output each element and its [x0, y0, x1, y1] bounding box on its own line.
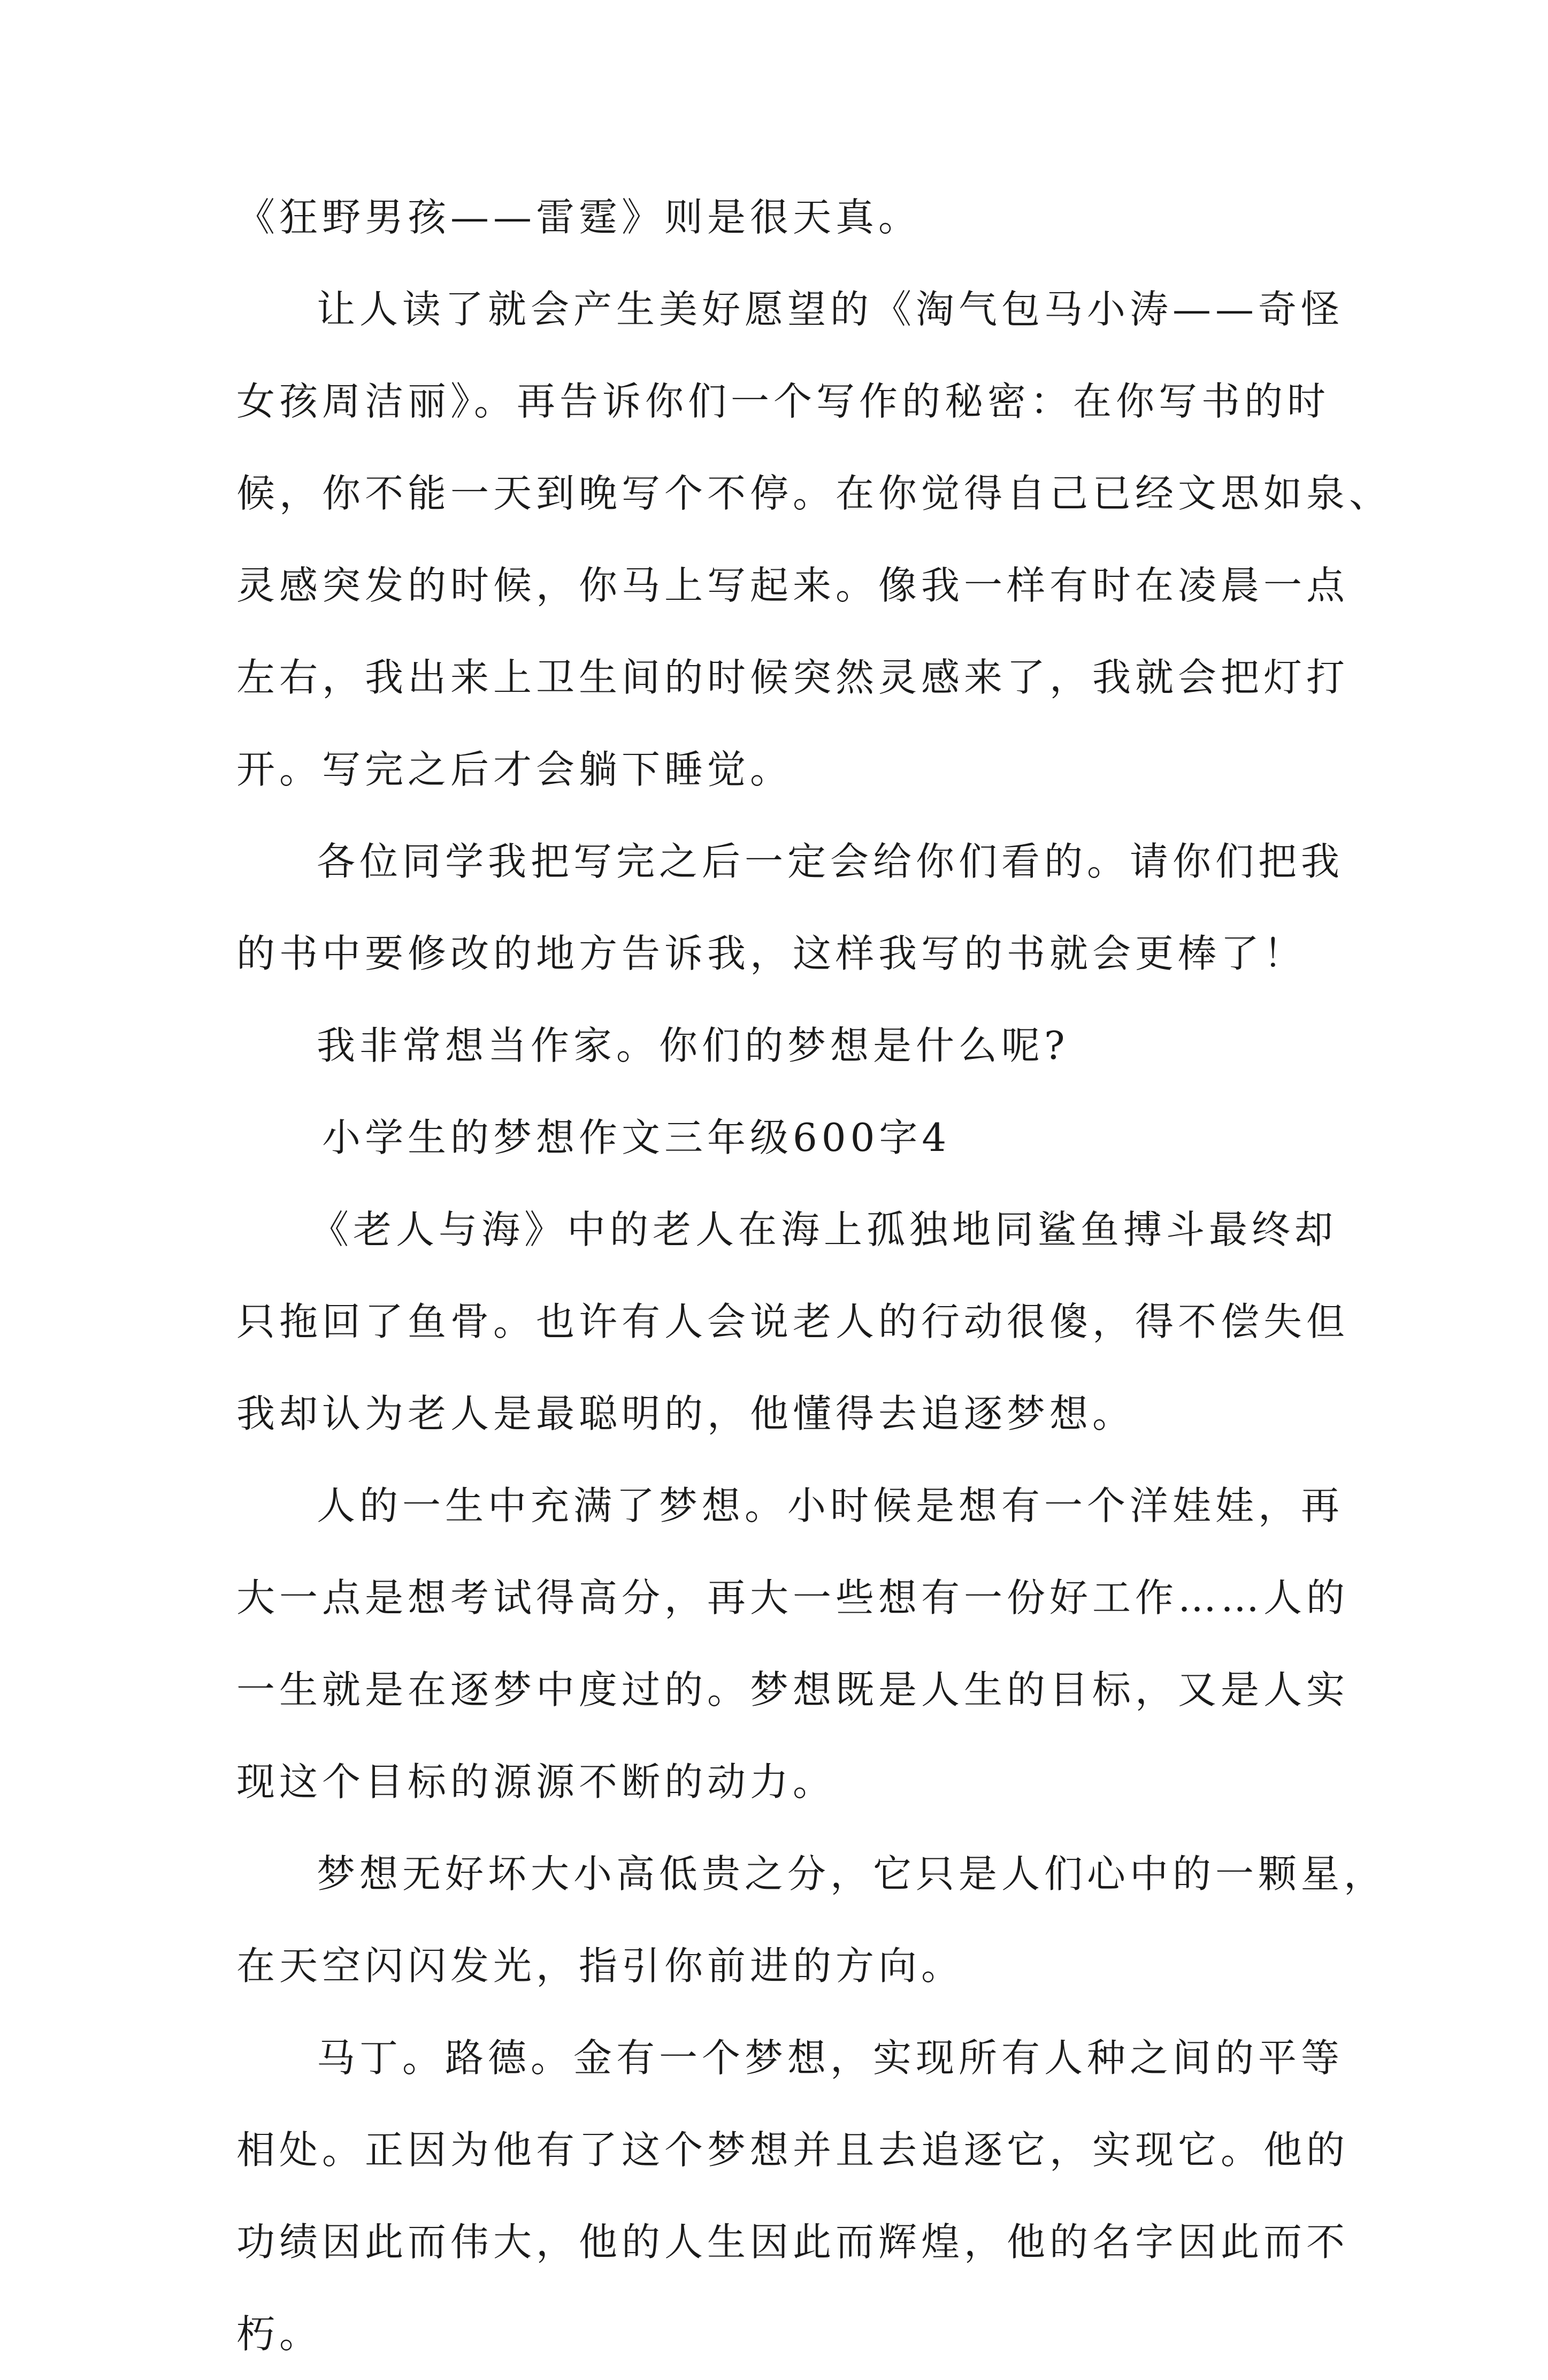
text-line: 我却认为老人是最聪明的，他懂得去追逐梦想。 [236, 1391, 1136, 1436]
text-line: 朽。 [236, 2312, 323, 2356]
text-line: 相处。正因为他有了这个梦想并且去追逐它，实现它。他的 [236, 2127, 1350, 2172]
paragraph-start-line: 各位同学我把写完之后一定会给你们看的。请你们把我 [317, 839, 1344, 884]
paragraph-start-line: 马丁。路德。金有一个梦想，实现所有人种之间的平等 [317, 2035, 1344, 2080]
text-line: 女孩周洁丽》。再告诉你们一个写作的秘密：在你写书的时 [236, 379, 1330, 424]
paragraph-start-line: 《老人与海》中的老人在海上孤独地同鲨鱼搏斗最终却 [310, 1207, 1338, 1252]
text-line: 功绩因此而伟大，他的人生因此而辉煌，他的名字因此而不 [236, 2219, 1350, 2264]
text-line: 大一点是想考试得高分，再大一些想有一份好工作……人的 [236, 1575, 1350, 1620]
text-line: 灵感突发的时候，你马上写起来。像我一样有时在凌晨一点 [236, 563, 1350, 608]
text-line: 现这个目标的源源不断的动力。 [236, 1759, 836, 1804]
paragraph-start-line: 梦想无好坏大小高低贵之分，它只是人们心中的一颗星， [317, 1851, 1387, 1896]
section-heading: 小学生的梦想作文三年级600字4 [322, 1115, 951, 1160]
paragraph-start-line: 让人读了就会产生美好愿望的《淘气包马小涛——奇怪 [317, 287, 1344, 332]
text-line: 只拖回了鱼骨。也许有人会说老人的行动很傻，得不偿失但 [236, 1299, 1350, 1344]
text-line: 开。写完之后才会躺下睡觉。 [236, 747, 793, 792]
text-line: 《狂野男孩——雷霆》则是很天真。 [236, 195, 922, 240]
text-line: 在天空闪闪发光，指引你前进的方向。 [236, 1943, 964, 1988]
paragraph-start-line: 人的一生中充满了梦想。小时候是想有一个洋娃娃，再 [317, 1483, 1344, 1528]
text-line: 一生就是在逐梦中度过的。梦想既是人生的目标，又是人实 [236, 1667, 1350, 1712]
text-line: 左右，我出来上卫生间的时候突然灵感来了，我就会把灯打 [236, 655, 1350, 700]
text-line: 的书中要修改的地方告诉我，这样我写的书就会更棒了！ [236, 931, 1307, 976]
document-body [236, 171, 1392, 2380]
text-line: 候，你不能一天到晚写个不停。在你觉得自己已经文思如泉、 [236, 471, 1392, 516]
paragraph-start-line: 我非常想当作家。你们的梦想是什么呢? [317, 1023, 1069, 1068]
